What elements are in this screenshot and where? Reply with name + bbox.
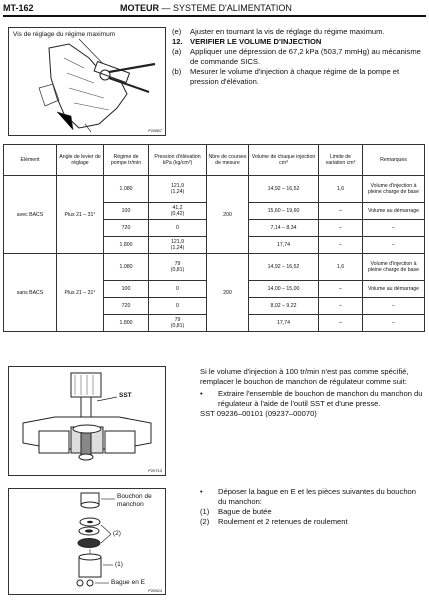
cell-limit: –: [319, 203, 363, 220]
paragraph-replace-cap: [200, 367, 424, 419]
pressure-kg: (0,81): [170, 323, 185, 329]
cell-pressure: [149, 176, 207, 203]
sst-press-drawing: [9, 367, 165, 475]
bullet-text: Extraire l'ensemble de bouchon de manchon du manchon du régulateur à l'aide de l'outil SST et d'une presse.: [218, 389, 423, 408]
cell-pressure: 0: [149, 220, 207, 237]
step-text: Appliquer une dépression de 67,2 kPa (503,7 mmHg) au mécanisme de commande SICS.: [190, 47, 421, 66]
step-marker: (e): [172, 27, 182, 36]
step-text: Ajuster en tournant la vis de réglage du régime maximum.: [190, 27, 385, 36]
cell-rpm: 1.800: [104, 237, 149, 254]
steps-top: [172, 27, 424, 87]
list-item: [200, 507, 424, 517]
step-marker: (b): [172, 67, 182, 76]
pressure-kpa: 79: [174, 317, 181, 323]
page-number: MT-162: [3, 3, 34, 13]
col-header: Régime de pompe tr/min: [104, 145, 149, 176]
cell-courses: 200: [207, 254, 249, 332]
pressure-kg: (1,24): [170, 245, 185, 251]
pressure-kpa: 121,9: [171, 183, 184, 189]
cell-volume: 17,74: [249, 237, 319, 254]
col-header: Nbre de courses de mesure: [207, 145, 249, 176]
subsection-name: SYSTEME D'ALIMENTATION: [173, 3, 292, 13]
cell-remark: Volume d'injection à pleine charge de base: [363, 176, 425, 203]
cell-remark: –: [363, 315, 425, 332]
cell-remark: –: [363, 237, 425, 254]
cell-rpm: 1.800: [104, 315, 149, 332]
cell-angle: Plus 21 – 31°: [57, 176, 104, 254]
figure-sst-press: [8, 366, 166, 476]
cell-remark: Volume au démarrage: [363, 281, 425, 298]
cell-pressure: 0: [149, 281, 207, 298]
cell-volume: 14,92 – 16,52: [249, 176, 319, 203]
cell-rpm: 1.080: [104, 254, 149, 281]
section-separator: —: [161, 3, 174, 13]
col-header: Volume de chaque injection cm³: [249, 145, 319, 176]
figure-code: P20524: [148, 588, 162, 593]
figure-code: P20713: [148, 468, 162, 473]
bullet-item: [200, 389, 424, 409]
cell-limit: –: [319, 237, 363, 254]
cell-volume: 7,14 – 8,34: [249, 220, 319, 237]
cell-element: avec BACS: [4, 176, 57, 254]
cell-rpm: 100: [104, 281, 149, 298]
bullet-icon: •: [200, 389, 203, 398]
step-12-heading: [172, 37, 424, 47]
list-marker: (2): [200, 517, 210, 526]
cell-remark: –: [363, 298, 425, 315]
table-row: [4, 176, 425, 203]
cell-pressure: [149, 254, 207, 281]
pressure-kpa: 41,2: [172, 205, 183, 211]
col-header: Angle de levier de réglage: [57, 145, 104, 176]
list-text: Roulement et 2 retenues de roulement: [218, 517, 348, 526]
cell-element: sans BACS: [4, 254, 57, 332]
cell-rpm: 1.080: [104, 176, 149, 203]
cell-angle: Plus 21 – 31°: [57, 254, 104, 332]
cell-pressure: [149, 315, 207, 332]
figure-max-speed-screw: [8, 27, 166, 136]
cell-limit: –: [319, 220, 363, 237]
step-marker: (a): [172, 47, 182, 56]
e-ring-label: Bague en E: [111, 579, 145, 586]
section-name: MOTEUR: [120, 3, 159, 13]
cell-pressure: [149, 237, 207, 254]
pressure-kg: (0,42): [170, 211, 185, 217]
cell-volume: 14,00 – 15,00: [249, 281, 319, 298]
cell-courses: 200: [207, 176, 249, 254]
pressure-kpa: 121,9: [171, 239, 184, 245]
step-text: VERIFIER LE VOLUME D'INJECTION: [190, 37, 322, 46]
cell-remark: Volume au démarrage: [363, 203, 425, 220]
cell-limit: –: [319, 315, 363, 332]
cell-volume: 17,74: [249, 315, 319, 332]
cell-volume: 8,02 – 9,22: [249, 298, 319, 315]
cell-volume: 14,92 – 16,52: [249, 254, 319, 281]
pressure-kpa: 79: [174, 261, 181, 267]
cell-rpm: 720: [104, 220, 149, 237]
figure-code: P20857: [148, 128, 162, 133]
step-a: [172, 47, 424, 67]
cell-volume: 15,60 – 19,60: [249, 203, 319, 220]
cell-limit: 1,6: [319, 254, 363, 281]
cell-pressure: [149, 203, 207, 220]
step-text: Mesurer le volume d'injection à chaque régime de la pompe et pression d'élévation.: [190, 67, 400, 86]
section-title: [120, 3, 292, 13]
injection-pump-drawing: [9, 28, 165, 135]
list-text: Bague de butée: [218, 507, 272, 516]
cell-remark: –: [363, 220, 425, 237]
cell-limit: –: [319, 298, 363, 315]
sst-reference: SST 09236–00101 (09237–00070): [200, 409, 317, 418]
intro-text: Si le volume d'injection à 100 tr/min n'est pas comme spécifié, remplacer le bouchon de manchon de régulateur comme suit:: [200, 367, 409, 386]
sst-label: SST: [119, 392, 132, 399]
figure-label: Vis de réglage du régime maximum: [13, 31, 116, 38]
part-1-label: (1): [115, 561, 123, 568]
col-header: Pression d'élévation kPa (kg/cm²): [149, 145, 207, 176]
injection-volume-table: [3, 144, 425, 332]
bullet-item: [200, 487, 424, 507]
pressure-kg: (0,81): [170, 267, 185, 273]
table-header-row: [4, 145, 425, 176]
header-rule: [3, 15, 426, 17]
col-header: Remarques: [363, 145, 425, 176]
bullet-icon: •: [200, 487, 203, 496]
bullet-text: Déposer la bague en E et les pièces suivantes du bouchon du manchon:: [218, 487, 416, 506]
step-b: [172, 67, 424, 87]
cell-pressure: 0: [149, 298, 207, 315]
step-marker: 12.: [172, 37, 183, 46]
cell-remark: Volume d'injection à pleine charge de base: [363, 254, 425, 281]
figure-cap-parts: [8, 488, 166, 595]
step-e: [172, 27, 424, 37]
col-header: Limite de variation cm³: [319, 145, 363, 176]
cell-limit: 1,6: [319, 176, 363, 203]
list-marker: (1): [200, 507, 210, 516]
list-item: [200, 517, 424, 527]
part-2-label: (2): [113, 530, 121, 537]
cell-rpm: 100: [104, 203, 149, 220]
cell-limit: –: [319, 281, 363, 298]
cell-rpm: 720: [104, 298, 149, 315]
col-header: Elément: [4, 145, 57, 176]
table-row: [4, 254, 425, 281]
pressure-kg: (1,24): [170, 189, 185, 195]
cap-label: Bouchon de manchon: [117, 493, 152, 508]
paragraph-remove-ring: [200, 487, 424, 527]
